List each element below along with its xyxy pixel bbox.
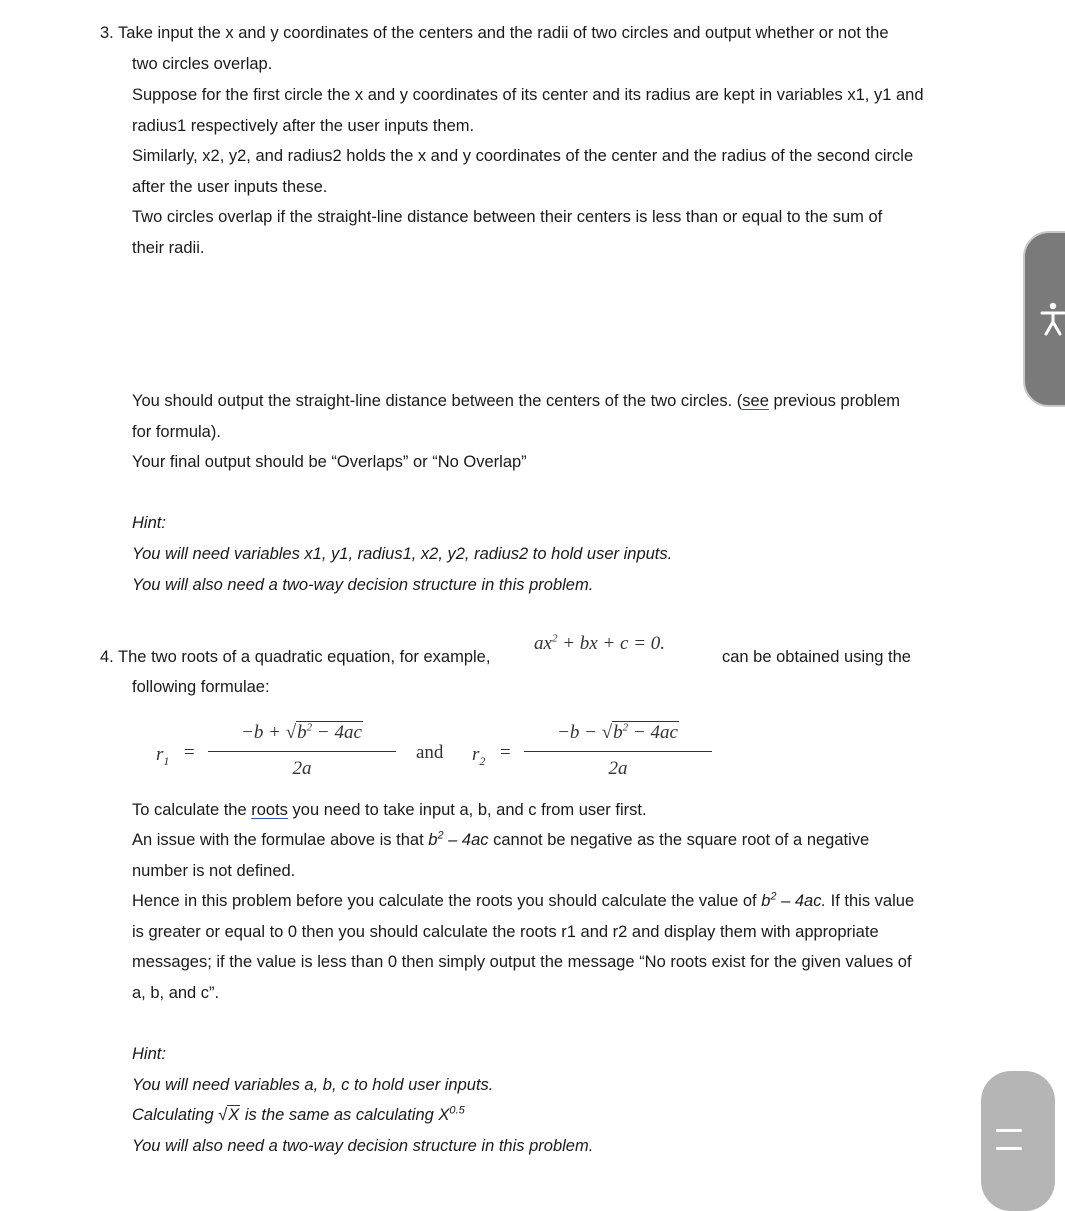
problem3-hint: You will need variables x1, y1, radius1, x2, y2, radius2 to hold user inputs. — [132, 545, 673, 563]
problem3-final-output: Your final output should be “Overlaps” or “No Overlap” — [132, 453, 527, 471]
r1-equals: = — [184, 742, 195, 763]
r2-label: $r_2$ — [472, 744, 486, 768]
problem3-line: their radii. — [132, 239, 205, 257]
r1-numerator: $-b + √b^2 - 4ac$ — [241, 721, 362, 743]
problem4-issue-line2: number is not defined. — [132, 862, 296, 880]
problem4-issue-line: An issue with the formulae above is that $b^2 - 4ac$ cannot be negative as the square root of a negative — [132, 829, 870, 849]
problem4-hence-line4: a, b, and c”. — [132, 984, 220, 1002]
problem4-hint: Calculating √X is the same as calculating $X^{0.5}$ — [132, 1104, 465, 1124]
problem3-line: Suppose for the first circle the x and y coordinates of its center and its radius are kept in variables x1, y1 and — [132, 86, 924, 104]
sqrt-symbol: √ — [601, 722, 613, 743]
r1-fraction-bar — [208, 751, 396, 752]
r2-fraction-bar — [524, 751, 712, 752]
and-word: and — [416, 742, 444, 763]
sqrt-symbol: √ — [218, 1106, 228, 1124]
problem3-heading: 3. Take input the x and y coordinates of the centers and the radii of two circles and output whether or not the — [100, 24, 889, 42]
problem4-hint-title: Hint: — [132, 1045, 166, 1063]
problem4-hence-line2: is greater or equal to 0 then you should calculate the roots r1 and r2 and display them with appropriate — [132, 923, 879, 941]
problem4-hint: You will also need a two-way decision structure in this problem. — [132, 1137, 594, 1155]
sqrt-symbol: √ — [285, 722, 297, 743]
problem4-line: following formulae: — [132, 678, 270, 696]
problem3-line: after the user inputs these. — [132, 178, 328, 196]
problem4-hence-line3: messages; if the value is less than 0 then simply output the message “No roots exist for the given values of — [132, 953, 912, 971]
r1-label: $r_1$ — [156, 744, 170, 768]
problem3-output-line: You should output the straight-line distance between the centers of the two circles. (see previous problem — [132, 392, 901, 410]
problem3-output-line2: for formula). — [132, 423, 221, 441]
r2-denominator: 2a — [608, 758, 628, 779]
problem3-line: radius1 respectively after the user inputs them. — [132, 117, 475, 135]
accessibility-icon — [1040, 301, 1065, 337]
r2-numerator: $-b - √b^2 - 4ac$ — [557, 721, 678, 743]
r2-equals: = — [500, 742, 511, 763]
quadratic-equation: $ax^2$ + bx + c = 0. — [534, 632, 666, 654]
see-link[interactable]: see — [742, 392, 769, 410]
problem3-line: Similarly, x2, y2, and radius2 holds the x and y coordinates of the center and the radius of the second circle — [132, 147, 914, 165]
r1-denominator: 2a — [292, 758, 312, 779]
problem3-hint-title: Hint: — [132, 514, 166, 532]
problem3-line: two circles overlap. — [132, 55, 273, 73]
problem3-line: Two circles overlap if the straight-line distance between their centers is less than or equal to the sum of — [132, 208, 883, 226]
problem4-heading-continued: can be obtained using the — [722, 648, 911, 666]
menu-button[interactable] — [981, 1071, 1055, 1211]
accessibility-tab[interactable] — [1023, 231, 1065, 407]
problem4-hence-line: Hence in this problem before you calculate the roots you should calculate the value of $b^2 - 4ac$. If this value — [132, 890, 915, 910]
problem4-calc-line: To calculate the roots you need to take input a, b, and c from user first. — [132, 801, 647, 819]
problem4-hint: You will need variables a, b, c to hold user inputs. — [132, 1076, 494, 1094]
roots-link[interactable]: roots — [251, 801, 288, 819]
problem4-heading: 4. The two roots of a quadratic equation, for example, — [100, 648, 491, 666]
problem3-hint: You will also need a two-way decision structure in this problem. — [132, 576, 594, 594]
